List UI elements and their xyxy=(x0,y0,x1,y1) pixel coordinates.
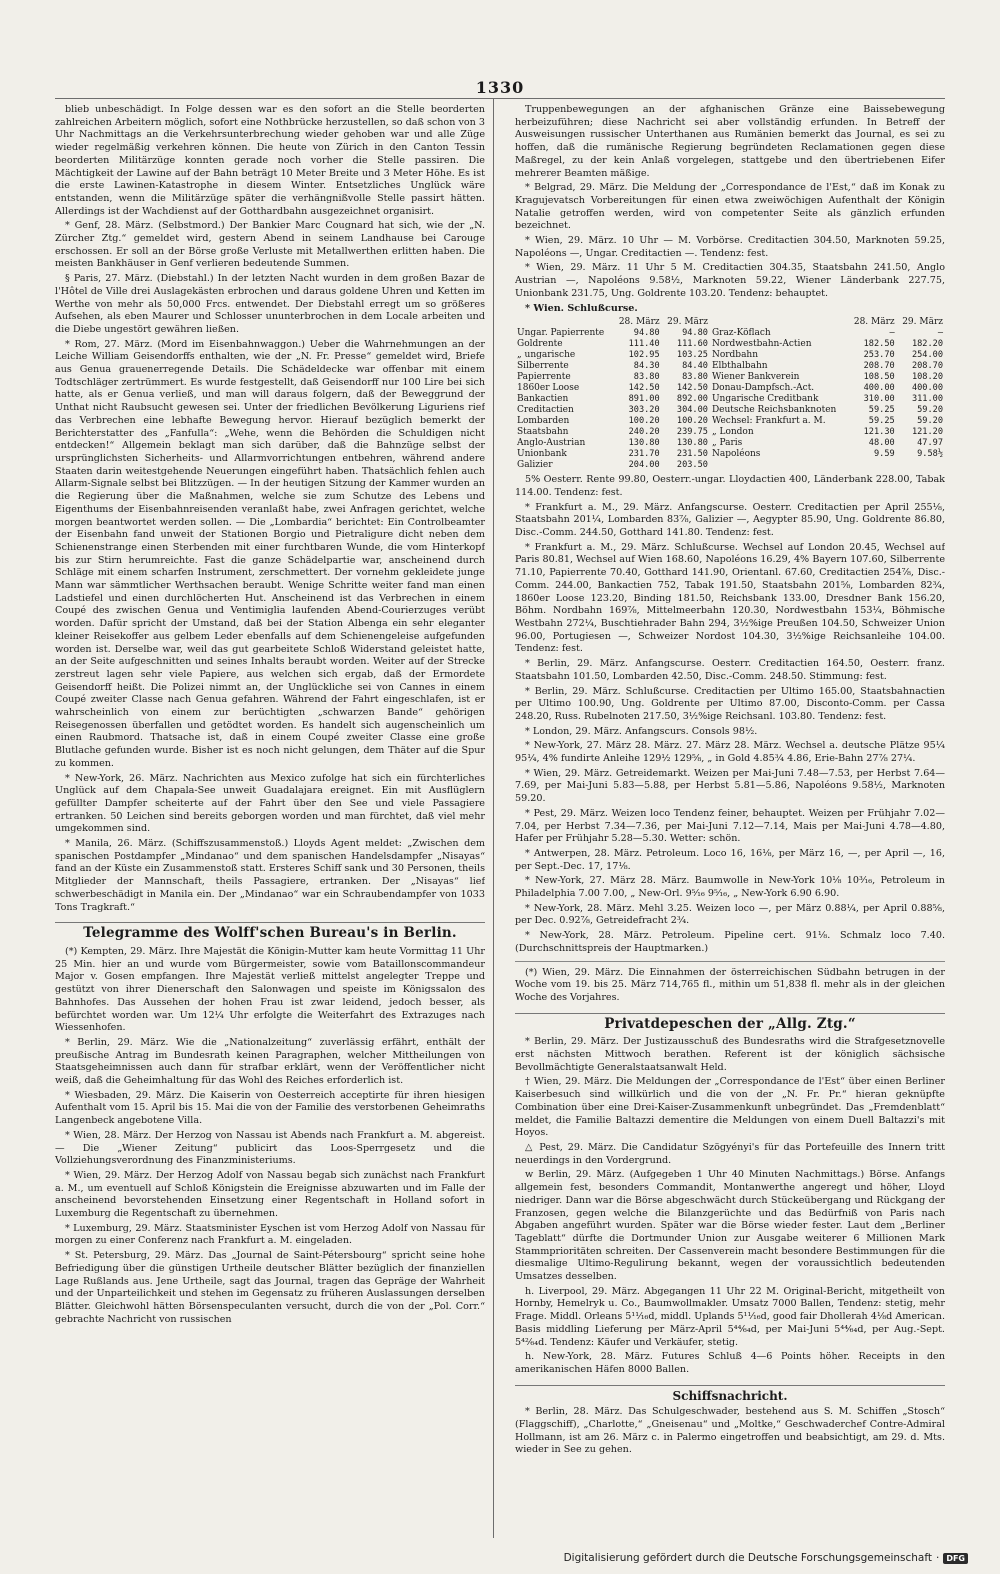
stock-value-cell: — xyxy=(889,328,895,339)
depesche-berlin: * Berlin, 29. März. Der Justizausschuß des Bundesraths wird die Strafgesetznovelle erst nächsten Mittwoch berathen. Referent ist der königlich sächsische Bevollmächtigte Generalstaatsanwalt Held. xyxy=(515,1036,945,1073)
stock-table-row xyxy=(515,416,945,427)
market-wien-getreide: * Wien, 29. März. Getreidemarkt. Weizen per Mai-Juni 7.48—7.53, per Herbst 7.64—7.69, per Mai-Juni 5.83—5.88, per Herbst 5.81—5.86, Napoléons 9.58½, Marknoten 59.20. xyxy=(515,767,945,805)
depesche-wien: † Wien, 29. März. Die Meldungen der „Correspondance de l'Est“ über einen Berliner Kaiserbesuch sind willkürlich und die von der „N. Fr. Pr.“ hieran geknüpfte Combination über eine Drei-Kaiser-Zusammenkunft unbegründet. Das „Fremdenblatt“ meldet, die Familie Baltazzi dementire die Meldungen von einem Duell Baltazzi's mit Hoyos. xyxy=(515,1076,945,1139)
stock-value-cell: 130.80 xyxy=(628,438,660,449)
stock-value-cell: 142.50 xyxy=(628,383,660,394)
stock-value-cell: — xyxy=(937,328,943,339)
stock-name-cell: Silberrente xyxy=(517,361,569,372)
header-date: 28. März xyxy=(618,317,660,328)
stock-value-cell: 47.97 xyxy=(917,438,943,449)
stock-name-cell: Graz-Köflach xyxy=(711,328,771,339)
stock-name-cell: Nordwestbahn-Actien xyxy=(711,339,812,350)
telegram-kempten: (*) Kempten, 29. März. Ihre Majestät die Königin-Mutter kam heute Vormittag 11 Uhr 25 Min. hier an und wurde vom Bürgermeister, sowie vom Bataillonscommandeur Major v. Gosen empfangen. Ihre Majestät verließ mittelst angelegter Treppe und gestützt von ihrer Dienerschaft den Salonwagen und speiste im Königssalon des Bahnhofes. Das Aussehen der hohen Frau ist zwar leidend, jedoch besser, als befürchtet worden war. Um 12¼ Uhr erfolgte die Weiterfahrt des Extrazuges nach Wiessenhofen. xyxy=(55,946,485,1034)
stock-value-cell: 111.40 xyxy=(628,339,660,350)
stock-table-title: * Wien. Schlußcurse. xyxy=(525,302,638,314)
article-manila: * Manila, 26. März. (Schiffszusammenstoß.) Lloyds Agent meldet: „Zwischen dem spanischen Postdampfer „Mindanao“ und dem spanischen Handelsdampfer „Nisayas“ fand an der Küste ein Zusammenstoß statt. Ersteres Schiff sank und 30 Personen, theils Mitglieder der Mannschaft, theils Passagiere, ertranken. Der „Nisayas“ lief schwerbeschädigt in Manila ein. Der „Mindanao“ war ein Schraubendampfer von 1033 Tons Tragkraft.“ xyxy=(55,838,485,913)
stock-value-cell: 121.20 xyxy=(911,427,943,438)
market-london: * London, 29. März. Anfangscurs. Consols 98½. xyxy=(525,725,758,737)
stock-name-cell: Deutsche Reichsbanknoten xyxy=(711,405,837,416)
stock-name-cell: Anglo-Austrian xyxy=(517,438,586,449)
telegram-wien-2: * Wien, 29. März. Der Herzog Adolf von Nassau begab sich zunächst nach Frankfurt a. M., um eventuell auf Schloß Königstein die Ereignisse abzuwarten und im Falle der anscheinend bevorstehenden Einsetzung einer Regentschaft in Holland sofort in Luxemburg die Regentschaft zu übernehmen. xyxy=(55,1169,485,1220)
stock-table-body xyxy=(515,328,945,471)
stock-table-row xyxy=(515,438,945,449)
stock-value-cell xyxy=(897,460,945,471)
stock-value-cell: 310.00 xyxy=(863,394,895,405)
stock-table-row xyxy=(515,372,945,383)
footer: Digitalisierung gefördert durch die Deutsche Forschungsgemeinschaft · DFG xyxy=(564,1552,968,1564)
stock-table-row xyxy=(515,394,945,405)
stock-value-cell: 253.70 xyxy=(863,350,895,361)
stock-value-cell: 103.25 xyxy=(676,350,708,361)
market-wien-suedbahn: (*) Wien, 29. März. Die Einnahmen der österreichischen Südbahn betrugen in der Woche vom 19. bis 25. März 714,765 fl., mithin um 51,838 fl. mehr als in der gleichen Woche des Vorjahres. xyxy=(515,966,945,1003)
article-belgrad: * Belgrad, 29. März. Die Meldung der „Correspondance de l'Est,“ daß im Konak zu Kragujevatsch Vorbereitungen für einen etwa zweiwöchigen Aufenthalt der Königin Natalie getroffen werden, wird von competenter Seite als gänzlich erfunden bezeichnet. xyxy=(515,182,945,232)
stock-value-cell: 108.20 xyxy=(911,372,943,383)
stock-table-row xyxy=(515,460,945,471)
market-antwerpen: * Antwerpen, 28. März. Petroleum. Loco 16, 16⅛, per März 16, —, per April —, 16, per Sept.-Dec. 17, 17⅛. xyxy=(515,847,945,872)
stock-table-row xyxy=(515,339,945,350)
stock-name-cell: Donau-Dampfsch.-Act. xyxy=(711,383,815,394)
stock-value-cell: 83.80 xyxy=(682,372,708,383)
stock-value-cell: 9.59 xyxy=(873,449,895,460)
stock-table-row xyxy=(515,328,945,339)
stock-value-cell: 304.00 xyxy=(676,405,708,416)
depesche-liverpool: h. Liverpool, 29. März. Abgegangen 11 Uhr 22 M. Original-Bericht, mitgetheilt von Hornby, Hemelryk u. Co., Baumwollmakler. Umsatz 7000 Ballen, Tendenz: stetig, mehr Frage. Middl. Orleans 5¹¹⁄₁₆d, middl. Uplands 5¹¹⁄₁₆d, good fair Dhollerah 4⅛d American. Basis middling Lieferung per März-April 5⁴⁴⁄₆₄d, per Mai-Juni 5⁴⁴⁄₆₄d, per Aug.-Sept. 5⁴²⁄₆₄d. Tendenz: Käufer und Verkäufer, stetig. xyxy=(515,1285,945,1348)
stock-name-cell: Creditactien xyxy=(517,405,574,416)
stock-value-cell: 94.80 xyxy=(682,328,708,339)
stock-value-cell: 83.80 xyxy=(633,372,660,383)
column-divider xyxy=(493,98,494,1538)
article-rome: * Rom, 27. März. (Mord im Eisenbahnwaggon.) Ueber die Wahrnehmungen an der Leiche William Geisendorffs enthalten, wie der „N. Fr. Presse“ gemeldet wird, Briefe aus Genua grauenerregende Details. Die Schädeldecke war offenbar mit einem Todtschläger zertrümmert. Es wurde festgestellt, daß Geisendorff nur 100 Lire bei sich hatte, als er Genua verließ, und man will daraus folgern, daß der Beweggrund der Unthat nicht Raubsucht gewesen sei. Unter der friedlichen Bevölkerung Liguriens rief das Verbrechen eine lebhafte Bewegung hervor. Hierauf bezüglich bemerkt der Berichterstatter des „Fanfulla“: „Wehe, wenn die Behörden die Schuldigen nicht entdecken!“ Allgemein beklagt man sich darüber, daß die Bahnzüge selbst der ursprünglichsten Sicherheits- und Allarmvorrichtungen entbehren, während andere Staaten darin weitestgehende Neuerungen eingeführt haben. Thatsächlich fehlen auch Allarm-Signale selbst bei Blitzzügen. — In der heutigen Sitzung der Kammer wurden an die Regierung über die Maßnahmen, welche sie zum Schutze des Lebens und Eigenthums der Eisenbahnreisenden veranlaßt habe, zwei Anfragen gerichtet, welche morgen beantwortet werden sollen. — Die „Lombardia“ berichtet: Ein Controlbeamter der Eisenbahn fand unweit der Stationen Borgio und Pietraligure dicht neben dem Schienenstrange einen Sterbenden mit einer furchtbaren Wunde, die vom Hinterkopf bis zur Stirn herumreichte. Fast die ganze Schädelpartie war, anscheinend durch Schläge mit einem scharfen Instrument, zerschmettert. Der vornehm gekleidete junge Mann war sämmtlicher Werthsachen beraubt. Wenige Schritte weiter fand man einen Ladstiefel und einen durchlöcherten Hut. Anscheinend ist das Verbrechen in einem Coupé des zwischen Genua und Ventimiglia laufenden Abend-Courierzuges verübt worden. Dafür spricht der Umstand, daß bei der Station Albenga ein sehr eleganter kleiner Reisekoffer aus gelbem Leder ebenfalls auf dem Schienengeleise aufgefunden worden ist. Derselbe war, weil das gut gearbeitete Schloß Widerstand geleistet hatte, an der Seite aufgeschnitten und seines Inhalts beraubt worden. Weiter auf der Strecke zerstreut lagen sehr viele Papiere, aus welchen sich ergab, daß der Ermordete Geisendorff heißt. Die Polizei nimmt an, der Unglückliche sei von Cannes in einem Coupé zweiter Classe nach Genua gefahren. Während der Fahrt eingeschlafen, ist er wahrscheinlich von einem zur berüchtigten „schwarzen Bande“ gehörigen Reisegenossen überfallen und getödtet worden. Es handelt sich augenscheinlich um einen Raubmord. Thatsache ist, daß in einem Coupé zweiter Classe eine große Blutlache gefunden wurde. Bisher ist es noch nicht gelungen, dem Thäter auf die Spur zu kommen. xyxy=(55,338,485,769)
section-heading-schiffsnachricht: Schiffsnachricht. xyxy=(515,1385,945,1403)
schiffsnachricht-berlin: * Berlin, 28. März. Das Schulgeschwader, bestehend aus S. M. Schiffen „Stosch“ (Flaggschiff), „Charlotte,“ „Gneisenau“ und „Moltke,“ Geschwaderchef Contre-Admiral Hollmann, ist am 26. März c. in Palermo eingetroffen und beabsichtigt, am 29. d. Mts. wieder in See zu gehen. xyxy=(515,1406,945,1456)
article-paragraph: blieb unbeschädigt. In Folge dessen war es den sofort an die Stelle beorderten zahlreichen Arbeitern möglich, sofort eine Nothbrücke herzustellen, so daß schon von 3 Uhr Nachmittags an die Verkehrsunterbrechung wieder gehoben war und alle Züge wieder regelmäßig verkehren können. Die heute von Zürich in den Canton Tessin beorderten Militärzüge konnten gerade noch vorher die Stelle passiren. Die Mächtigkeit der Lawine auf der Bahn beträgt 10 Meter Breite und 3 Meter Höhe. Es ist die erste Lawinen-Katastrophe in diesem Winter. Entsetzliches Unglück wäre entstanden, wenn die Militärzüge später die verhängnißvolle Stelle passirt hätten. Allerdings ist der Wachdienst auf der Gotthardbahn ausgezeichnet organisirt. xyxy=(55,104,485,217)
article-new-york: * New-York, 26. März. Nachrichten aus Mexico zufolge hat sich ein fürchterliches Unglück auf dem Chapala-See unweit Guadalajara ereignet. Ein mit Ausflüglern gefüllter Dampfer scheiterte auf der Fahrt über den See und viele Passagiere ertranken. 50 Leichen sind bereits geborgen worden und man fürchtet, daß viel mehr umgekommen sind. xyxy=(55,772,485,835)
depesche-berlin-boerse: w Berlin, 29. März. (Aufgegeben 1 Uhr 40 Minuten Nachmittags.) Börse. Anfangs allgemein fest, besonders Commandit, Montanwerthe angeregt und höher, Lloyd niedriger. Dann war die Börse abgeschwächt durch Stückeübergang und Rückgang der Franzosen, gegen welche die Bilanzgerüchte und das Bedürfniß von Paris nach Abgaben angeführt wurden. Später war die Börse wieder fester. Laut dem „Berliner Tageblatt“ dürfte die Dortmunder Union zur Ausgabe weiterer 6 Millionen Mark Stammprioritäten schreiten. Der Cassenverein macht besondere Bestimmungen für die diesmalige Ultimo-Regulirung bekannt, wegen der voraussichtlich bedeutenden Umsatzes desselben. xyxy=(515,1169,945,1283)
stock-value-cell: 142.50 xyxy=(676,383,708,394)
stock-value-cell: 400.00 xyxy=(911,383,943,394)
stock-name-cell: Ungar. Papierrente xyxy=(517,328,605,339)
stock-name-cell xyxy=(710,460,848,471)
stock-name-cell: Napoléons xyxy=(711,449,761,460)
stock-name-cell: Lombarden xyxy=(517,416,570,427)
article-continuation: Truppenbewegungen an der afghanischen Gränze eine Baissebewegung herbeizuführen; diese Nachricht sei aber vollständig erfunden. In Betreff der Ausweisungen russischer Unterthanen aus Rumänien bemerkt das Journal, es sei zu hoffen, daß die rumänische Regierung begründeten Reclamationen gegen diese Maßregel, zu der kein Anlaß vorgelegen, stattgebe und den übertriebenen Eifer mehrerer Beamten mäßige. xyxy=(515,104,945,179)
stock-table-header xyxy=(515,317,945,328)
stock-name-cell: Papierrente xyxy=(517,372,571,383)
stock-name-cell: Goldrente xyxy=(517,339,563,350)
stock-value-cell: 311.00 xyxy=(911,394,943,405)
stock-table-row xyxy=(515,361,945,372)
stock-value-cell: 239.75 xyxy=(676,427,708,438)
section-heading-wolff: Telegramme des Wolff'schen Bureau's in Berlin. xyxy=(55,922,485,940)
stock-value-cell: 100.20 xyxy=(676,416,708,427)
stock-name-cell: Ungarische Creditbank xyxy=(711,394,819,405)
stock-value-cell: 400.00 xyxy=(863,383,895,394)
stock-value-cell: 204.00 xyxy=(628,460,660,471)
stock-name-cell: Bankactien xyxy=(517,394,569,405)
stock-table-row xyxy=(515,350,945,361)
market-wien-rente: 5% Oesterr. Rente 99.80, Oesterr.-ungar. Lloydactien 400, Länderbank 228.00, Tabak 114.00. Tendenz: fest. xyxy=(515,474,945,498)
stock-value-cell: 94.80 xyxy=(633,328,660,339)
stock-value-cell: 182.50 xyxy=(863,339,895,350)
market-pest: * Pest, 29. März. Weizen loco Tendenz feiner, behauptet. Weizen per Frühjahr 7.02—7.04, per Herbst 7.34—7.36, per Mai-Juni 7.12—7.14, Mais per Mai-Juni 4.78—4.80, Hafer per Frühjahr 5.28—5.30. Wetter: schön. xyxy=(515,807,945,845)
stock-table-row xyxy=(515,427,945,438)
stock-value-cell: 130.80 xyxy=(676,438,708,449)
stock-value-cell: 9.58½ xyxy=(917,449,943,460)
stock-value-cell: 231.70 xyxy=(628,449,660,460)
market-berlin-anfang: * Berlin, 29. März. Anfangscurse. Oesterr. Creditactien 164.50, Oesterr. franz. Staatsbahn 101.50, Lombarden 42.50, Disc.-Comm. 248.50. Stimmung: fest. xyxy=(515,658,945,682)
stock-value-cell: 208.70 xyxy=(911,361,943,372)
market-new-york-petroleum: * New-York, 28. März. Petroleum. Pipeline cert. 91⅛. Schmalz loco 7.40. (Durchschnittspreis der Hauptmarken.) xyxy=(515,930,945,954)
stock-name-cell: „ London xyxy=(711,427,754,438)
stock-value-cell: 59.25 xyxy=(868,405,895,416)
stock-table-row xyxy=(515,383,945,394)
telegram-st-petersburg: * St. Petersburg, 29. März. Das „Journal de Saint-Pétersbourg“ spricht seine hohe Befriedigung über die günstigen Urtheile deutscher Blätter bezüglich der finanziellen Lage Rußlands aus. Jene Urtheile, sagt das Journal, tragen das Gepräge der Wahrheit und der Unparteilichkeit und stehen im Gegensatz zu früheren Auslassungen derselben Blätter. Gleichwohl hätten Börsenspeculanten versucht, durch die von der „Pol. Corr.“ gebrachte Nachricht von russischen xyxy=(55,1250,485,1325)
stock-value-cell: 59.20 xyxy=(917,405,943,416)
stock-value-cell: 203.50 xyxy=(676,460,708,471)
stock-name-cell: Unionbank xyxy=(517,449,567,460)
market-frankfurt-schluss: * Frankfurt a. M., 29. März. Schlußcurse. Wechsel auf London 20.45, Wechsel auf Paris 80.81, Wechsel auf Wien 168.60, Napoléons 16.29, 4% Bayern 107.60, Silberrente 71.10, Papierrente 70.40, Gotthard 141.90, Orientanl. 67.60, Creditactien 254⅞, Disc.-Comm. 244.00, Bankactien 752, Tabak 191.50, Staatsbahn 201⅝, Lombarden 82¾, 1860er Loose 123.20, Binding 181.50, Reichsbank 133.00, Dresdner Bank 156.20, Böhm. Nordbahn 169⅞, Mittelmeerbahn 120.30, Nordwestbahn 153¼, Böhmische Westbahn 272¼, Buschtiehrader Bahn 294, 3½%ige Preußen 104.50, Schweizer Union 96.00, Portugiesen —, Schweizer Nordost 104.30, 3½%ige Reichsanleihe 104.00. Tendenz: fest. xyxy=(515,541,945,655)
stock-value-cell: 84.40 xyxy=(682,361,708,372)
header-rule xyxy=(55,98,945,99)
stock-name-cell: Nordbahn xyxy=(711,350,759,361)
left-column xyxy=(55,104,485,1534)
page-number: 1330 xyxy=(475,78,525,97)
depesche-pest: △ Pest, 29. März. Die Candidatur Szögyényi's für das Portefeuille des Innern tritt neuerdings in den Vordergrund. xyxy=(515,1142,945,1166)
market-wien-vorboerse: * Wien, 29. März. 10 Uhr — M. Vorbörse. Creditactien 304.50, Marknoten 59.25, Napoléons —, Ungar. Creditactien —. Tendenz: fest. xyxy=(515,235,945,259)
stock-value-cell: 182.20 xyxy=(911,339,943,350)
stock-table-row xyxy=(515,405,945,416)
stock-table-row xyxy=(515,449,945,460)
header-date: 29. März xyxy=(902,317,943,328)
market-wien-11uhr: * Wien, 29. März. 11 Uhr 5 M. Creditactien 304.35, Staatsbahn 241.50, Anglo Austrian —, Napoléons 9.58½, Marknoten 59.22, Wiener Länderbank 227.75, Unionbank 231.75, Ung. Goldrente 103.20. Tendenz: behauptet. xyxy=(515,262,945,299)
stock-value-cell: 48.00 xyxy=(868,438,895,449)
stock-name-cell: Galizier xyxy=(517,460,553,471)
article-geneva: * Genf, 28. März. (Selbstmord.) Der Bankier Marc Cougnard hat sich, wie der „N. Zürcher Ztg.“ gemeldet wird, gestern Abend in seinem Landhause bei Carouge erschossen. Er soll an der Börse große Verluste mit Metallwerthen erlitten haben. Die meisten Bankhäuser in Genf verlieren bedeutende Summen. xyxy=(55,220,485,270)
market-berlin-schluss: * Berlin, 29. März. Schlußcurse. Creditactien per Ultimo 165.00, Staatsbahnactien per Ultimo 100.90, Ung. Goldrente per Ultimo 87.00, Disconto-Comm. per Cassa 248.20, Russ. Rubelnoten 217.50, 3½%ige Reichsanl. 103.80. Tendenz: fest. xyxy=(515,685,945,722)
stock-value-cell: 303.20 xyxy=(628,405,660,416)
stock-value-cell: 208.70 xyxy=(863,361,895,372)
stock-name-cell: Elbthalbahn xyxy=(711,361,768,372)
section-heading-privatdepeschen: Privatdepeschen der „Allg. Ztg.“ xyxy=(515,1013,945,1031)
market-frankfurt-anfang: * Frankfurt a. M., 29. März. Anfangscurse. Oesterr. Creditactien per April 255⅛, Staatsbahn 201¼, Lombarden 83⅞, Galizier —, Aegypter 85.90, Ung. Goldrente 86.80, Disc.-Comm. 244.50, Gotthard 141.80. Tendenz: fest. xyxy=(515,501,945,539)
stock-value-cell: 231.50 xyxy=(676,449,708,460)
stock-name-cell: „ Paris xyxy=(711,438,743,449)
stock-table xyxy=(515,317,945,471)
telegram-wiesbaden: * Wiesbaden, 29. März. Die Kaiserin von Oesterreich acceptirte für ihren hiesigen Aufenthalt vom 15. April bis 15. Mai die von der Familie des verstorbenen Geheimraths Langenbeck angebotene Villa. xyxy=(55,1089,485,1127)
stock-value-cell: 111.60 xyxy=(676,339,708,350)
stock-value-cell: 59.20 xyxy=(917,416,943,427)
stock-value-cell: 102.95 xyxy=(628,350,660,361)
stock-value-cell: 891.00 xyxy=(628,394,660,405)
stock-name-cell: Wechsel: Frankfurt a. M. xyxy=(711,416,826,427)
article-paris: § Paris, 27. März. (Diebstahl.) In der letzten Nacht wurden in dem großen Bazar de l'Hôtel de Ville drei Auslagekästen erbrochen und daraus goldene Uhren und Ketten im Werthe von mehr als 50,000 Frcs. entwendet. Der Diebstahl erregt um so größeres Aufsehen, als eben Maurer und Schlosser ununterbrochen in dem Locale arbeiten und die Diebe ungestört gewähren ließen. xyxy=(55,273,485,335)
stock-name-cell: Wiener Bankverein xyxy=(711,372,800,383)
market-new-york-baumwolle: * New-York, 27. März 28. März. Baumwolle in New-York 10⅛ 10³⁄₁₆, Petroleum in Philadelphia 7.00 7.00, „ New-Orl. 9⁵⁄₁₆ 9⁵⁄₁₆, „ New-York 6.90 6.90. xyxy=(515,875,945,900)
stock-value-cell: 892.00 xyxy=(676,394,708,405)
footer-text: Digitalisierung gefördert durch die Deutsche Forschungsgemeinschaft xyxy=(563,1552,932,1564)
stock-name-cell: „ ungarische xyxy=(517,350,576,361)
stock-value-cell: 59.25 xyxy=(868,416,895,427)
telegram-wien-1: * Wien, 28. März. Der Herzog von Nassau ist Abends nach Frankfurt a. M. abgereist. — Die „Wiener Zeitung“ publicirt das Loos-Sperrgesetz und die Vollziehungsverordnung des Finanzministeriums. xyxy=(55,1129,485,1167)
telegram-luxemburg: * Luxemburg, 29. März. Staatsminister Eyschen ist vom Herzog Adolf von Nassau für morgen zu einer Conferenz nach Frankfurt a. M. eingeladen. xyxy=(55,1222,485,1247)
stock-name-cell: Staatsbahn xyxy=(517,427,569,438)
header-date: 28. März xyxy=(853,317,895,328)
stock-value-cell: 121.30 xyxy=(863,427,895,438)
stock-name-cell: 1860er Loose xyxy=(517,383,580,394)
market-new-york-mehl: * New-York, 28. März. Mehl 3.25. Weizen loco —, per März 0.88¼, per April 0.88⅝, per Dec. 0.92⅞, Getreidefracht 2¾. xyxy=(515,902,945,927)
stock-value-cell: 84.30 xyxy=(633,361,660,372)
depesche-new-york: h. New-York, 28. März. Futures Schluß 4—6 Points höher. Receipts in den amerikanischen Häfen 8000 Ballen. xyxy=(515,1351,945,1375)
dfg-logo-icon: DFG xyxy=(943,1553,968,1564)
market-new-york-wechsel: * New-York, 27. März 28. März. 27. März 28. März. Wechsel a. deutsche Plätze 95¼ 95¼, 4% fundirte Anleihe 129½ 129⅝, „ in Gold 4.85¾ 4.86, Erie-Bahn 27⅞ 27¼. xyxy=(515,740,945,765)
stock-value-cell: 100.20 xyxy=(628,416,660,427)
stock-value-cell xyxy=(848,460,896,471)
right-column xyxy=(515,104,945,1534)
stock-value-cell: 108.50 xyxy=(863,372,895,383)
section-rule xyxy=(515,961,945,962)
stock-value-cell: 240.20 xyxy=(628,427,660,438)
header-date: 29. März xyxy=(667,317,708,328)
telegram-berlin: * Berlin, 29. März. Wie die „Nationalzeitung“ zuverlässig erfährt, enthält der preußische Antrag im Bundesrath keinen Paragraphen, welcher Mittheilungen von Staatsgeheimnissen auch dann für strafbar erklärt, wenn der Veröffentlicher nicht weiß, daß die Geheimhaltung für das Wohl des Reiches erforderlich ist. xyxy=(55,1036,485,1087)
stock-value-cell: 254.00 xyxy=(911,350,943,361)
